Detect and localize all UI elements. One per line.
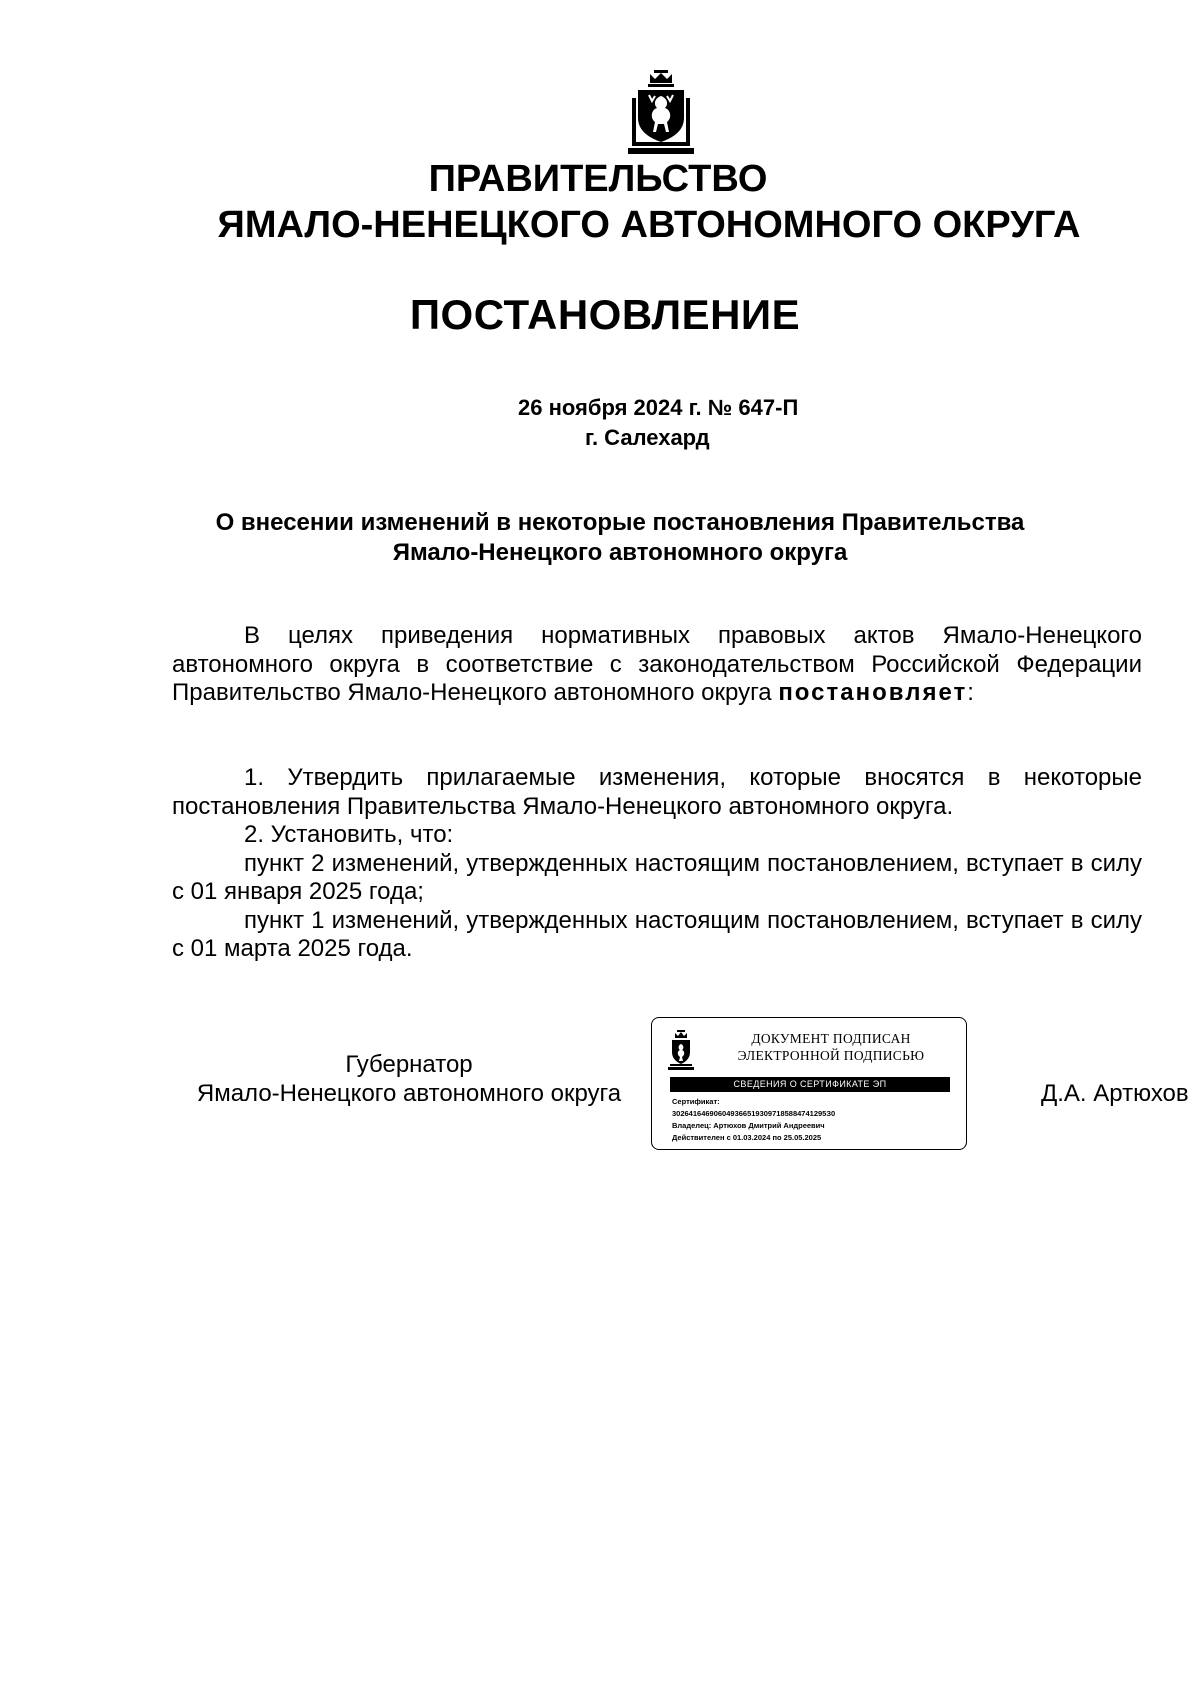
- item-2: 2. Установить, что:: [244, 821, 454, 848]
- signer-title-line2: Ямало-Ненецкого автономного округа: [196, 1080, 622, 1107]
- date-and-number: 26 ноября 2024 г. № 647-П: [518, 395, 799, 420]
- certificate-owner: Владелец: Артюхов Дмитрий Андреевич: [672, 1121, 825, 1130]
- coat-of-arms-emblem: [626, 68, 696, 158]
- government-name-line2: ЯМАЛО-НЕНЕЦКОГО АВТОНОМНОГО ОКРУГА: [217, 204, 1081, 246]
- subject-line2: Ямало-Ненецкого автономного округа: [392, 539, 848, 566]
- certificate-info-bar: СВЕДЕНИЯ О СЕРТИФИКАТЕ ЭП: [670, 1077, 950, 1092]
- preamble-colon: :: [967, 679, 974, 706]
- preamble-paragraph: [172, 622, 1142, 708]
- item-1: 1. Утвердить прилагаемые изменения, которые вносятся в некоторые постановления Правительства Ямало-Ненецкого автономного округа.: [172, 764, 1142, 820]
- subject-line1: О внесении изменений в некоторые постановления Правительства: [215, 509, 1025, 536]
- signer-name: Д.А. Артюхов: [1041, 1080, 1189, 1107]
- stamp-heading-line2: ЭЛЕКТРОННОЙ ПОДПИСЬЮ: [737, 1048, 925, 1063]
- certificate-validity: Действителен с 01.03.2024 по 25.05.2025: [672, 1133, 822, 1142]
- government-name-line1: ПРАВИТЕЛЬСТВО: [428, 158, 768, 200]
- resolution-items: [172, 764, 1142, 964]
- document-type-title: ПОСТАНОВЛЕНИЕ: [409, 291, 801, 338]
- signer-title-line1: Губернатор: [345, 1051, 473, 1078]
- stamp-heading-line1: ДОКУМЕНТ ПОДПИСАН: [751, 1031, 911, 1046]
- electronic-signature-stamp: [651, 1017, 967, 1150]
- stamp-emblem-icon: [668, 1030, 694, 1070]
- document-subject: [20, 508, 1200, 568]
- issue-city: г. Салехард: [585, 425, 710, 450]
- signer-title: [172, 1050, 646, 1108]
- preamble-text: В целях приведения нормативных правовых актов Ямало-Ненецкого автономного округа в соответствие с законодательством Российской Федерации Правительство Ямало-Ненецкого автономного округа: [172, 622, 1142, 706]
- item-2-clause-b: пункт 1 изменений, утвержденных настоящим постановлением, вступает в силу с 01 марта 2025 года.: [172, 906, 1142, 962]
- certificate-details: [672, 1096, 835, 1144]
- certificate-number: 3026416469060493665193097185884741295З0: [672, 1109, 836, 1118]
- stamp-heading: [716, 1030, 946, 1064]
- certificate-label: Сертификат:: [672, 1097, 720, 1106]
- preamble: [172, 622, 1142, 708]
- item-2-clause-a: пункт 2 изменений, утвержденных настоящим постановлением, вступает в силу с 01 января 2025 года;: [172, 849, 1142, 905]
- resolves-word: постановляет: [778, 679, 968, 706]
